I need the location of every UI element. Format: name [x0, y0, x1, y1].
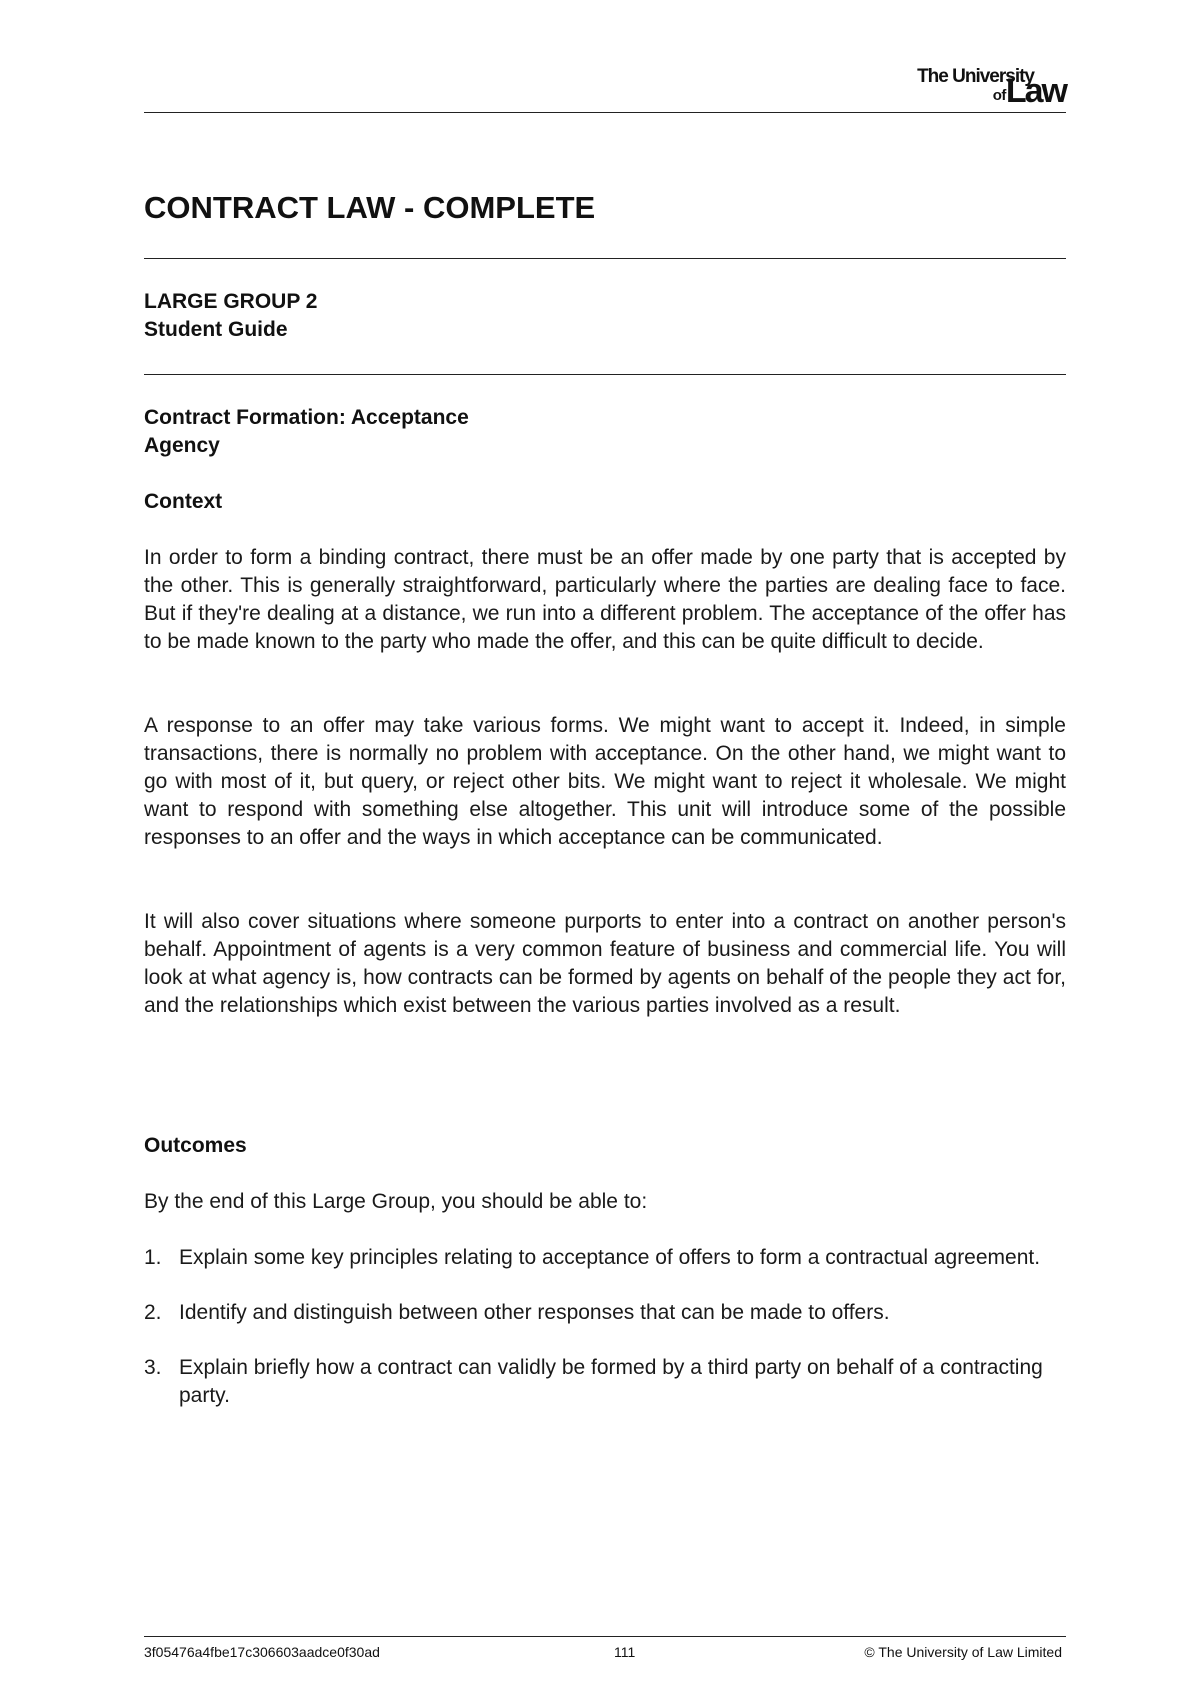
outcomes-heading: Outcomes [144, 1134, 247, 1157]
topic-heading: Contract Formation: Acceptance [144, 406, 469, 429]
header-divider [144, 112, 1066, 113]
context-paragraph: In order to form a binding contract, there must be an offer made by one party that is accepted by the other. This is generally straightforward, particularly where the parties are dealing face to face. But if they're dealing at a distance, we run into a different problem. The acceptance of the offer has to be made known to the party who made the offer, and this can be quite difficult to decide. [144, 546, 1066, 653]
list-item [144, 1354, 1066, 1410]
logo-text-university: The University [917, 66, 1034, 87]
logo-text-of: of [992, 87, 1006, 104]
list-item [144, 1299, 1066, 1327]
title-divider [144, 258, 1066, 259]
guide-label: Student Guide [144, 318, 288, 341]
logo-text-of-law [993, 72, 1066, 111]
university-logo [856, 64, 1066, 110]
list-item [144, 1244, 1066, 1272]
outcomes-list [144, 1244, 1066, 1437]
list-item-text: Explain some key principles relating to acceptance of offers to form a contractual agreement. [179, 1246, 1041, 1269]
topic-subheading: Agency [144, 434, 220, 457]
list-item-number: 2. [144, 1301, 162, 1324]
context-heading: Context [144, 490, 223, 513]
list-item-number: 3. [144, 1356, 162, 1379]
list-item-number: 1. [144, 1246, 162, 1269]
document-id: 3f05476a4fbe17c306603aadce0f30ad [144, 1644, 380, 1660]
document-title: CONTRACT LAW - COMPLETE [144, 190, 596, 225]
context-paragraph: A response to an offer may take various forms. We might want to accept it. Indeed, in simple transactions, there is normally no problem with acceptance. On the other hand, we might want to go with most of it, but query, or reject other bits. We might want to reject it wholesale. We might want to respond with something else altogether. This unit will introduce some of the possible responses to an offer and the ways in which acceptance can be communicated. [144, 714, 1066, 849]
section-divider [144, 374, 1066, 375]
list-item-text: Identify and distinguish between other responses that can be made to offers. [179, 1301, 890, 1324]
document-page [144, 0, 1066, 1696]
list-item-text: Explain briefly how a contract can validly be formed by a third party on behalf of a contracting party. [179, 1356, 1043, 1407]
footer-divider [144, 1636, 1066, 1637]
group-label: LARGE GROUP 2 [144, 290, 318, 313]
logo-text-law: Law [1005, 72, 1066, 110]
context-paragraph: It will also cover situations where someone purports to enter into a contract on another person's behalf. Appointment of agents is a very common feature of business and commercial life. You will look at what agency is, how contracts can be formed by agents on behalf of the people they act for, and the relationships which exist between the various parties involved as a result. [144, 910, 1066, 1017]
outcomes-intro: By the end of this Large Group, you should be able to: [144, 1190, 648, 1213]
page-number: 111 [614, 1644, 636, 1660]
copyright-notice: © The University of Law Limited [864, 1644, 1062, 1660]
